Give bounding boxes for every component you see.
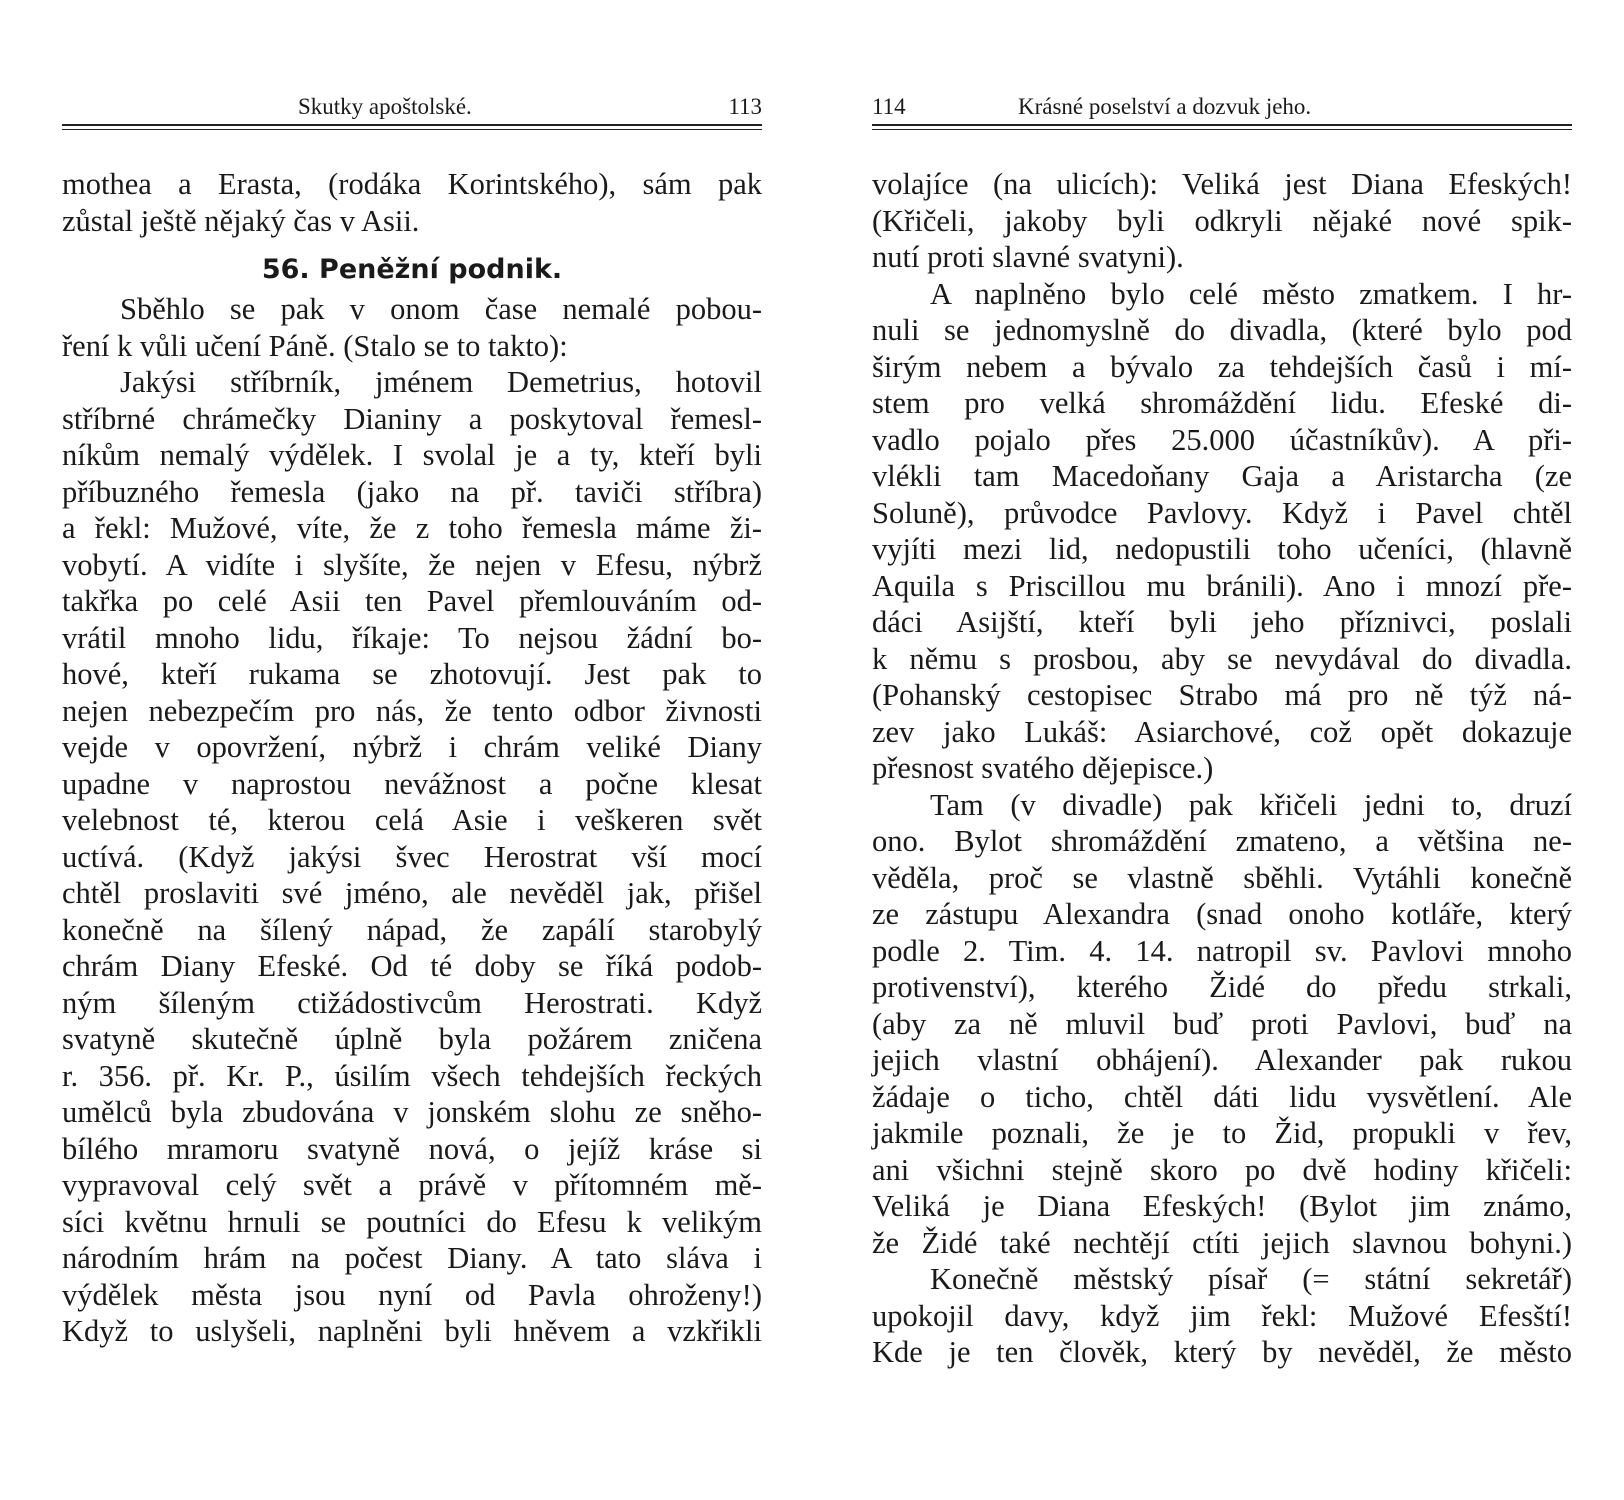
text-line: nutí proti slavné svatyni).	[872, 240, 1184, 274]
text-line: (aby za ně mluvil buď proti Pavlovi, buď na	[872, 1006, 1572, 1041]
text-line: Když to uslyšeli, naplněni byli hněvem a vzkřikli	[62, 1314, 762, 1348]
running-header	[62, 92, 762, 122]
text-line: podle 2. Tim. 4. 14. natropil sv. Pavlovi mnoho	[872, 933, 1572, 968]
text-line: výdělek města jsou nyní od Pavla ohroženy!)	[62, 1277, 762, 1312]
text-line: a řekl: Mužové, víte, že z toho řemesla máme ži-	[62, 511, 762, 545]
text-line: věděla, proč se vlastně sběhli. Vytáhli konečně	[872, 860, 1572, 895]
page-number: 114	[872, 94, 906, 119]
text-line: vadlo pojalo přes 25.000 účastníkův). A při-	[872, 422, 1572, 457]
text-line: k němu s prosbou, aby se nevydával do divadla.	[872, 641, 1572, 676]
text-line: nejen nebezpečím pro nás, že tento odbor živnosti	[62, 693, 762, 728]
text-line: Jakýsi stříbrník, jménem Demetrius, hotovil	[120, 365, 762, 399]
header-rule-thin	[872, 129, 1572, 130]
text-line: vypravoval celý svět a právě v přítomném mě-	[62, 1168, 762, 1202]
text-line: ze zástupu Alexandra (snad onoho kotláře, který	[872, 897, 1572, 931]
text-line: Konečně městský písař (= státní sekretář)	[930, 1262, 1572, 1296]
text-line: protivenství), kterého Židé do předu strkali,	[872, 970, 1572, 1004]
text-line: jejich vlastní obhájení). Alexander pak rukou	[872, 1043, 1572, 1077]
text-line: vejde v opovržení, nýbrž i chrám veliké Diany	[62, 730, 762, 764]
text-line: A naplněno bylo celé město zmatkem. I hr-	[930, 276, 1572, 311]
text-line: chrám Diany Efeské. Od té doby se říká podob-	[62, 949, 762, 983]
paragraph-block	[872, 166, 1572, 1371]
header-rule	[872, 124, 1572, 126]
page-number: 113	[728, 94, 762, 119]
text-line: chtěl proslaviti své jméno, ale nevěděl jak, přišel	[62, 876, 762, 910]
text-line: (Pohanský cestopisec Strabo má pro ně týž ná-	[872, 678, 1572, 712]
text-line: Kde je ten člověk, který by nevěděl, že město	[872, 1335, 1572, 1369]
text-line: vobytí. A vidíte i slyšíte, že nejen v Efesu, nýbrž	[62, 547, 762, 582]
running-header	[872, 92, 1572, 122]
section-heading: 56. Peněžní podnik.	[261, 254, 563, 285]
text-line: vyjíti mezi lid, nedopustili toho učeníci, (hlavně	[872, 532, 1572, 566]
text-line: Veliká je Diana Efeských! (Bylot jim známo,	[872, 1189, 1572, 1223]
text-line: hové, kteří rukama se zhotovují. Jest pak to	[62, 657, 762, 691]
text-line: Soluně), průvodce Pavlovy. Když i Pavel chtěl	[872, 495, 1572, 530]
page-body	[62, 166, 762, 1350]
text-line: stříbrné chrámečky Dianiny a poskytoval řemesl-	[62, 401, 762, 436]
text-line: příbuzného řemesla (jako na př. taviči stříbra)	[62, 474, 762, 509]
text-line: zůstal ještě nějaký čas v Asii.	[62, 203, 420, 238]
text-line: přesnost svatého dějepisce.)	[872, 751, 1214, 785]
text-line: Aquila s Priscillou mu bránili). Ano i mnozí pře-	[872, 568, 1572, 603]
text-line: svatyně skutečně úplně byla požárem zničena	[62, 1022, 762, 1056]
text-line: velebnost té, kterou celá Asie i veškeren svět	[62, 803, 762, 837]
text-line: r. 356. př. Kr. P., úsilím všech tehdejších řeckých	[62, 1058, 762, 1093]
text-line: širým nebem a bývalo za tehdejších časů i mí-	[872, 349, 1572, 384]
header-title: Skutky apoštolské.	[298, 94, 472, 119]
text-line: ným šíleným ctižádostivcům Herostrati. Když	[62, 985, 762, 1020]
text-line: jakmile poznali, že je to Žid, propukli v řev,	[872, 1116, 1572, 1150]
header-rule-thin	[62, 129, 762, 130]
paragraph-block	[62, 291, 762, 1350]
text-line: ani všichni stejně skoro po dvě hodiny křičeli:	[872, 1152, 1572, 1187]
text-line: umělců byla zbudována v jonském slohu ze sněho-	[62, 1095, 762, 1129]
text-line: vlékli tam Macedoňany Gaja a Aristarcha (ze	[872, 459, 1572, 493]
text-line: že Židé také nechtějí ctíti jejich slavnou bohyni.)	[872, 1225, 1572, 1260]
text-line: žádaje o ticho, chtěl dáti lidu vysvětlení. Ale	[872, 1079, 1572, 1114]
page-body	[872, 166, 1572, 1371]
text-line: dáci Asijští, kteří byli jeho příznivci, poslali	[872, 605, 1572, 639]
header-title: Krásné poselství a dozvuk jeho.	[1018, 94, 1312, 119]
text-line: konečně na šílený nápad, že zapálí starobylý	[62, 912, 762, 947]
text-line: takřka po celé Asii ten Pavel přemlouváním od-	[62, 584, 762, 618]
text-line: volajíce (na ulicích): Veliká jest Diana Efeských!	[872, 167, 1572, 201]
text-line: ono. Bylot shromáždění zmateno, a většina ne-	[872, 824, 1572, 858]
text-line: stem pro velká shromáždění lidu. Efeské di-	[872, 386, 1572, 420]
text-line: Sběhlo se pak v onom čase nemalé pobou-	[120, 292, 762, 326]
text-line: upokojil davy, když jim řekl: Mužové Efesští!	[872, 1298, 1572, 1333]
header-rule	[62, 124, 762, 126]
text-line: Tam (v divadle) pak křičeli jedni to, druzí	[930, 787, 1572, 822]
text-line: bílého mramoru svatyně nová, o jejíž kráse si	[62, 1131, 762, 1166]
text-line: ření k vůli učení Páně. (Stalo se to takto):	[62, 328, 568, 363]
text-line: níkům nemalý výdělek. I svolal je a ty, kteří byli	[62, 438, 762, 472]
text-line: (Křičeli, jakoby byli odkryli nějaké nové spik-	[872, 203, 1572, 238]
text-line: uctívá. (Když jakýsi švec Herostrat vší mocí	[62, 839, 762, 874]
text-line: mothea a Erasta, (rodáka Korintského), sám pak	[62, 167, 762, 201]
text-line: nuli se jednomyslně do divadla, (které bylo pod	[872, 313, 1572, 347]
text-line: národním hrám na počest Diany. A tato sláva i	[62, 1241, 762, 1275]
text-line: síci květnu hrnuli se poutníci do Efesu k velikým	[62, 1204, 762, 1239]
text-line: vrátil mnoho lidu, říkaje: To nejsou žádní bo-	[62, 620, 762, 655]
text-line: zev jako Lukáš: Asiarchové, což opět dokazuje	[872, 714, 1572, 749]
text-line: upadne v naprostou nevážnost a počne klesat	[62, 766, 762, 801]
